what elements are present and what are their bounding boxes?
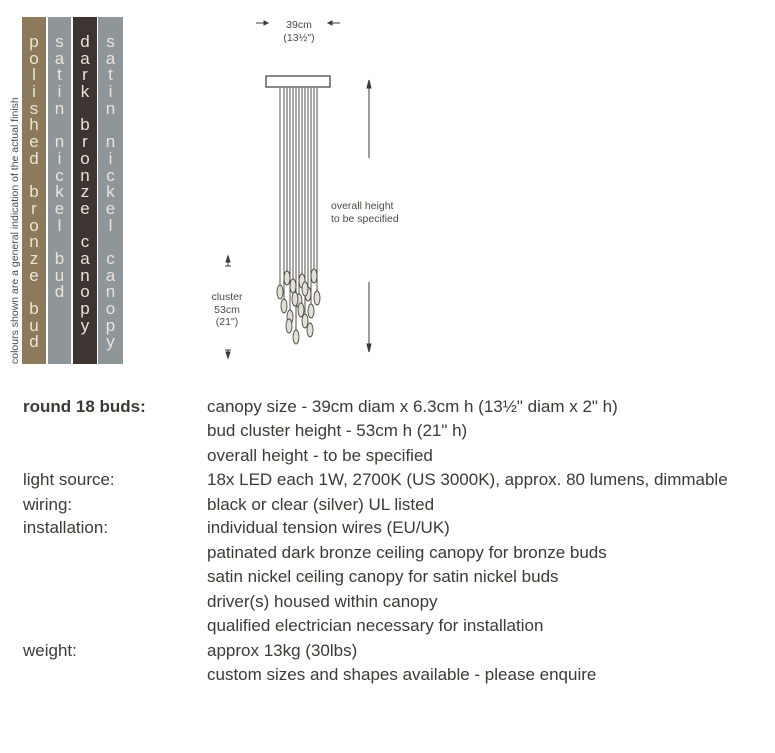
installation-line: driver(s) housed within canopy	[207, 592, 438, 611]
installation-label: installation:	[23, 518, 109, 537]
light-source-label: light source:	[23, 470, 115, 489]
installation-line: qualified electrician necessary for installation	[207, 616, 544, 635]
fixture-diagram	[200, 10, 430, 370]
swatch-label: s a t i n n i c k e l c a n o p y	[105, 32, 116, 352]
cluster-height-dimension	[204, 291, 250, 329]
overall-height-value: overall height - to be specified	[207, 446, 433, 465]
swatch-satin-nickel-canopy	[98, 17, 123, 364]
swatch-label: s a t i n n i c k e l b u d	[54, 32, 65, 302]
wiring-value: black or clear (silver) UL listed	[207, 495, 435, 514]
swatch-label: d a r k b r o n z e c a n o p y	[80, 32, 90, 335]
cluster-height-value: bud cluster height - 53cm h (21" h)	[207, 421, 468, 440]
swatch-label: p o l i s h e d b r o n z e b u d	[29, 32, 39, 352]
overall-height-note	[331, 200, 399, 225]
swatch-dark-bronze-canopy	[73, 17, 97, 364]
installation-line: satin nickel ceiling canopy for satin nickel buds	[207, 567, 559, 586]
cluster-imperial: (21")	[215, 316, 239, 328]
overall-height-line1: overall height	[331, 200, 394, 212]
finish-disclaimer	[0, 14, 21, 364]
swatch-polished-bronze-bud	[22, 17, 46, 364]
canopy-width-metric: 39cm	[286, 19, 312, 31]
cluster-metric: 53cm	[214, 303, 240, 316]
installation-line: patinated dark bronze ceiling canopy for bronze buds	[207, 543, 607, 562]
cluster-label: cluster	[211, 291, 243, 303]
weight-label: weight:	[23, 641, 77, 660]
weight-value: approx 13kg (30lbs)	[207, 641, 358, 660]
canopy-size-value: canopy size - 39cm diam x 6.3cm h (13½" diam x 2" h)	[207, 397, 618, 416]
canopy-width-imperial: (13½")	[283, 31, 315, 44]
installation-line: individual tension wires (EU/UK)	[207, 518, 450, 537]
light-source-value: 18x LED each 1W, 2700K (US 3000K), approx. 80 lumens, dimmable	[207, 470, 728, 489]
overall-height-line2: to be specified	[331, 212, 399, 225]
spec-title: round 18 buds:	[23, 397, 146, 416]
wiring-label: wiring:	[23, 495, 73, 514]
custom-sizes-note: custom sizes and shapes available - please enquire	[207, 665, 597, 684]
finish-disclaimer-text: colours shown are a general indication of the actual finish	[9, 97, 21, 364]
canopy-width-dimension	[270, 19, 328, 44]
swatch-satin-nickel-bud	[48, 17, 71, 364]
